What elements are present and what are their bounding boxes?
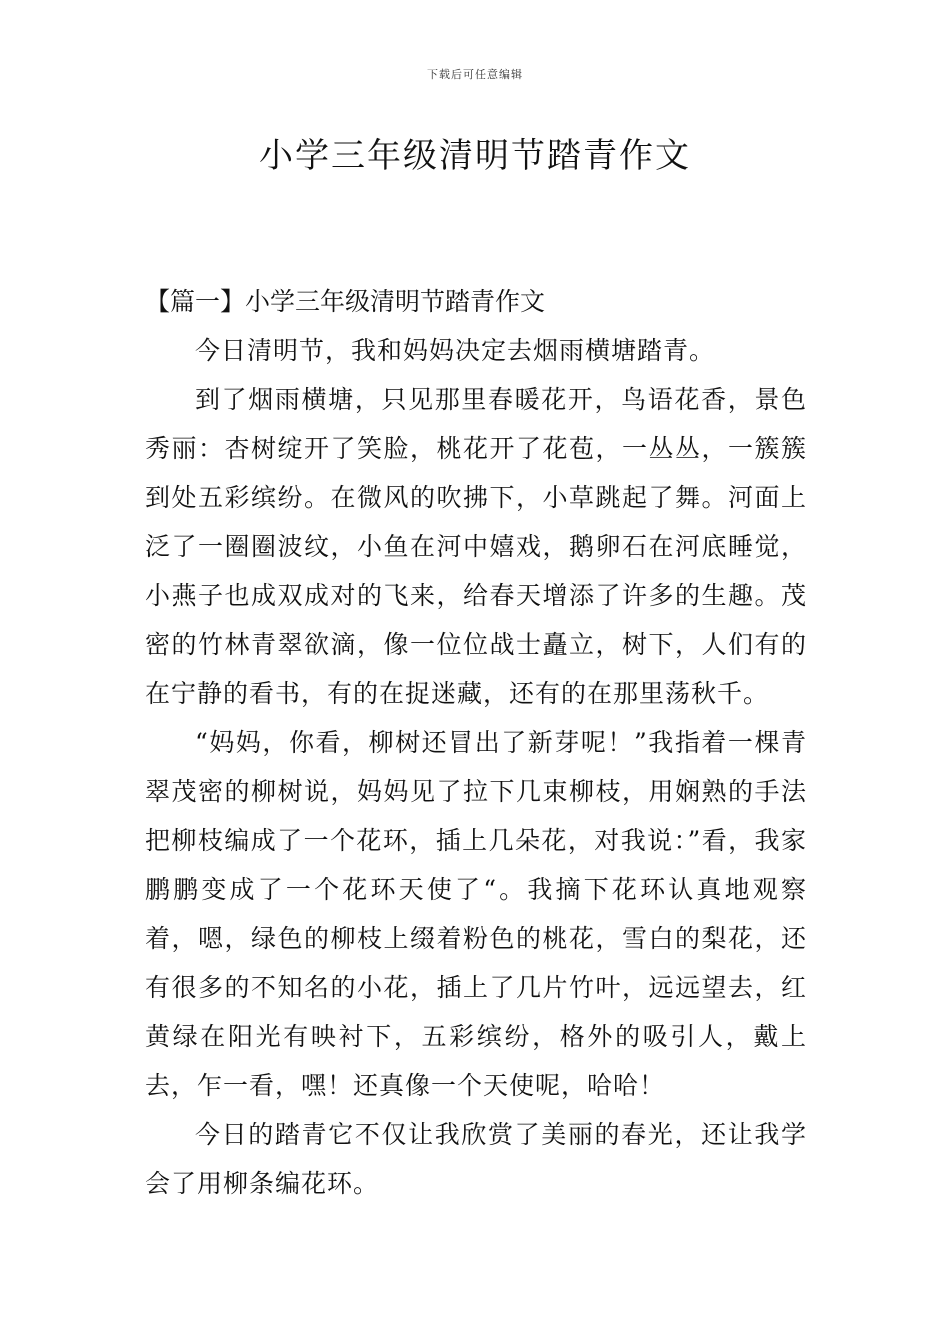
document-body bbox=[145, 277, 807, 1208]
paragraph: 今日的踏青它不仅让我欣赏了美丽的春光，还让我学会了用柳条编花环。 bbox=[145, 1120, 807, 1198]
section-heading: 【篇一】小学三年级清明节踏青作文 bbox=[145, 287, 546, 316]
paragraph: “妈妈，你看，柳树还冒出了新芽呢！”我指着一棵青翠茂密的柳树说，妈妈见了拉下几束柳枝，用娴熟的手法把柳枝编成了一个花环，插上几朵花，对我说：”看，我家鹏鹏变成了一个花环天使了“。我摘下花环认真地观察着，嗯，绿色的柳枝上缀着粉色的桃花，雪白的梨花，还有很多的不知名的小花，插上了几片竹叶，远远望去，红黄绿在阳光有映衬下，五彩缤纷，格外的吸引人，戴上去，乍一看，嘿！还真像一个天使呢，哈哈！ bbox=[145, 728, 807, 1100]
document-title: 小学三年级清明节踏青作文 bbox=[259, 136, 691, 176]
paragraph: 今日清明节，我和妈妈决定去烟雨横塘踏青。 bbox=[195, 336, 716, 365]
paragraph: 到了烟雨横塘，只见那里春暖花开，鸟语花香，景色秀丽：杏树绽开了笑脸，桃花开了花苞，一丛丛，一簇簇到处五彩缤纷。在微风的吹拂下，小草跳起了舞。河面上泛了一圈圈波纹，小鱼在河中嬉戏，鹅卵石在河底睡觉，小燕子也成双成对的飞来，给春天增添了许多的生趣。茂密的竹林青翠欲滴，像一位位战士矗立，树下，人们有的在宁静的看书，有的在捉迷藏，还有的在那里荡秋千。 bbox=[145, 385, 807, 708]
header-note: 下载后可任意编辑 bbox=[427, 68, 523, 81]
